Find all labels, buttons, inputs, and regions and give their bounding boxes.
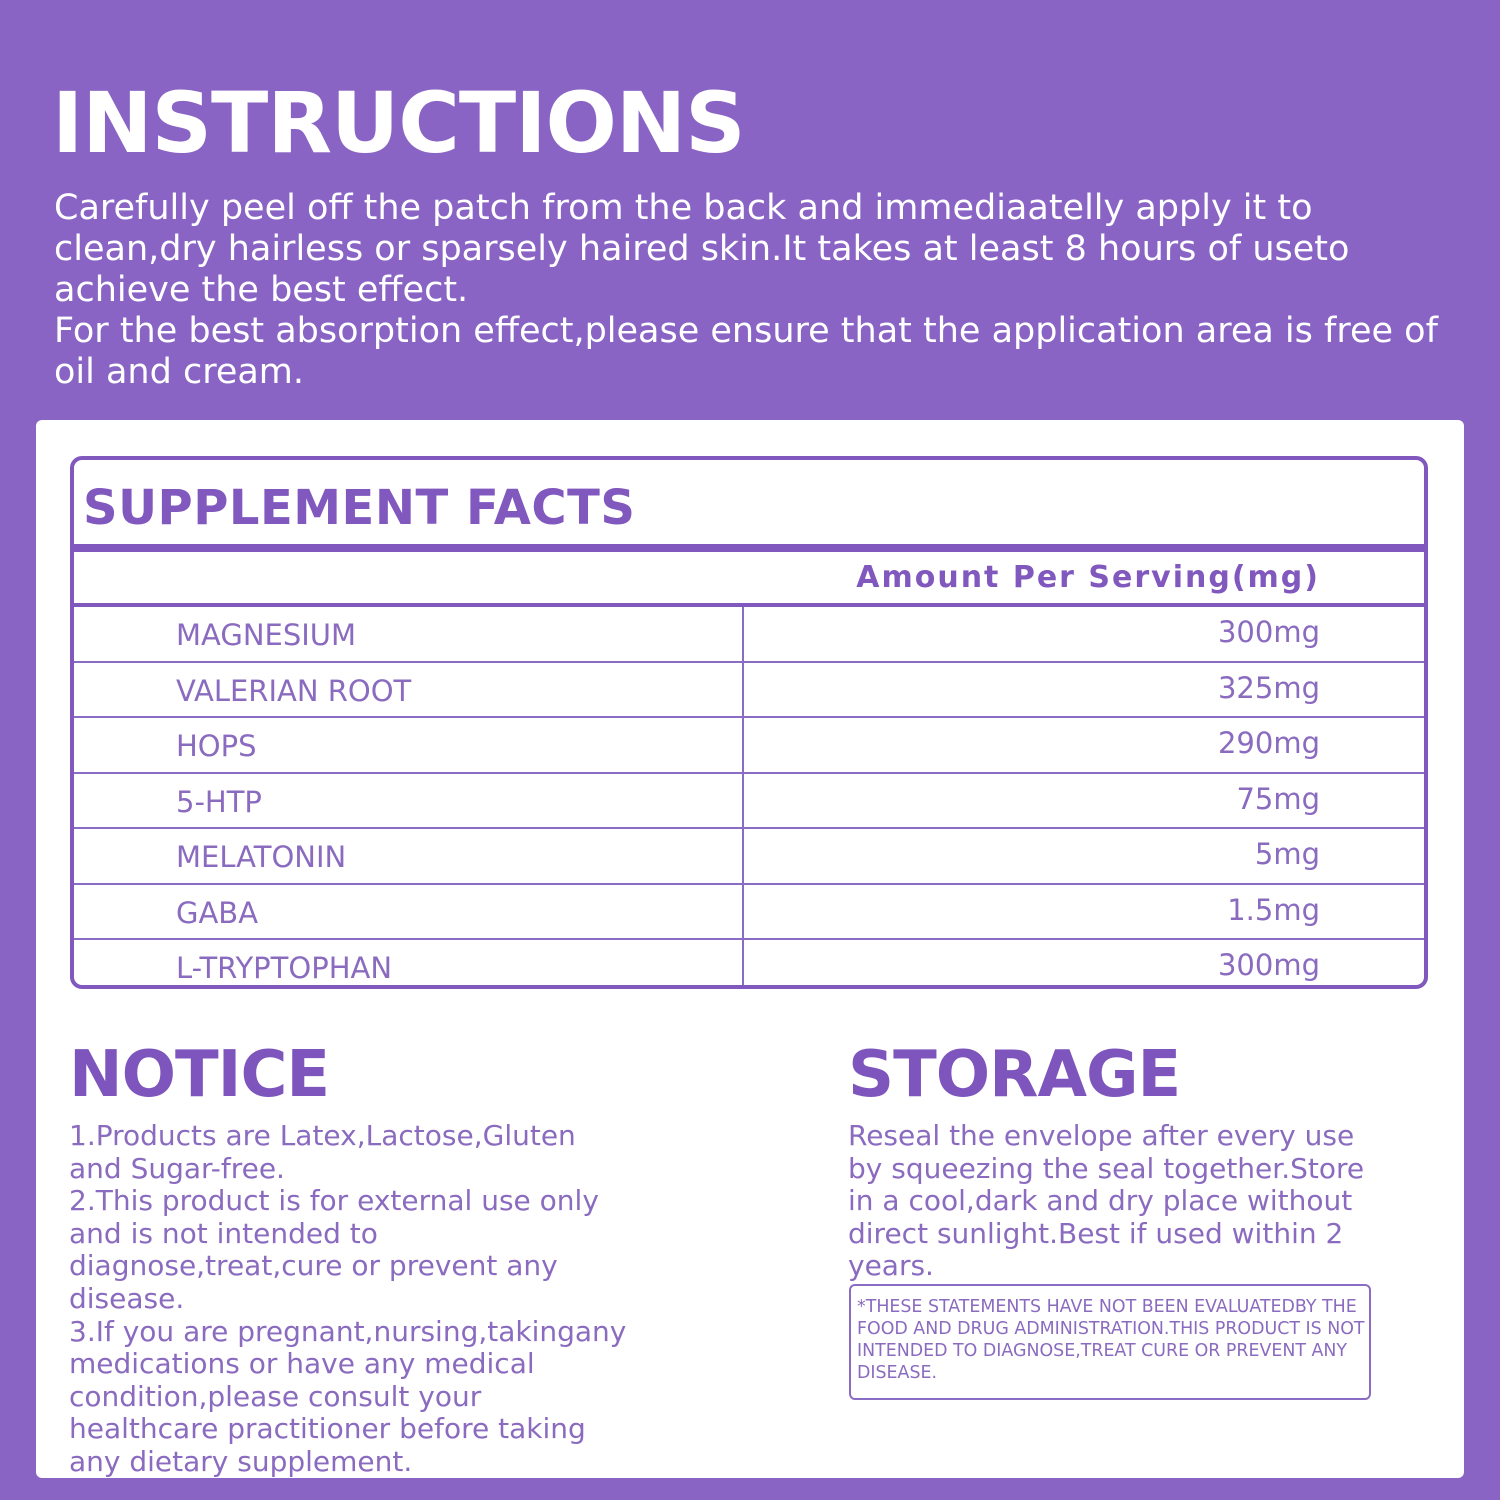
ingredient-amount: 300mg [1217, 948, 1320, 982]
instructions-paragraph: For the best absorption effect,please ensure that the application area is free of oil and cream. [54, 311, 1438, 392]
instructions-title: INSTRUCTIONS [52, 74, 745, 172]
storage-title: STORAGE [848, 1038, 1181, 1112]
supplement-facts-table [70, 456, 1428, 989]
notice-title: NOTICE [69, 1038, 330, 1112]
ingredient-amount: 290mg [1217, 726, 1320, 760]
amount-column-header: Amount Per Serving(mg) [74, 552, 1424, 607]
ingredient-name: GABA [74, 885, 744, 939]
instructions-text [54, 188, 1454, 393]
table-row [74, 663, 1424, 719]
table-row [74, 829, 1424, 885]
table-row [74, 718, 1424, 774]
notice-item: 1.Products are Latex,Lactose,Gluten and Sugar-free. [69, 1119, 576, 1185]
ingredient-name: L-TRYPTOPHAN [74, 940, 744, 989]
supplement-facts-title: SUPPLEMENT FACTS [74, 460, 1424, 552]
ingredient-amount: 1.5mg [1227, 892, 1320, 927]
ingredient-name: HOPS [74, 718, 744, 772]
fda-disclaimer: *THESE STATEMENTS HAVE NOT BEEN EVALUATEDBY THE FOOD AND DRUG ADMINISTRATION.THIS PRODUCT IS NOT INTENDED TO DIAGNOSE,TREAT CURE OR PREVENT ANY DISEASE. [849, 1284, 1371, 1400]
ingredient-amount: 300mg [1217, 615, 1320, 649]
info-card [36, 420, 1464, 1478]
instructions-paragraph: Carefully peel off the patch from the back and immediaatelly apply it to clean,dry hairless or sparsely haired skin.It takes at least 8 hours of useto achieve the best effect. [54, 188, 1350, 310]
ingredient-name: MAGNESIUM [74, 607, 744, 661]
ingredient-amount: 75mg [1236, 781, 1320, 816]
notice-list [69, 1120, 629, 1479]
notice-item: 2.This product is for external use only and is not intended to diagnose,treat,cure or prevent any disease. [69, 1184, 599, 1315]
notice-item: 3.If you are pregnant,nursing,takingany medications or have any medical condition,please consult your healthcare practitioner before taking any dietary supplement. [69, 1314, 627, 1478]
storage-text: Reseal the envelope after every use by squeezing the seal together.Store in a cool,dark and dry place without direct sunlight.Best if used within 2 years. [848, 1119, 1365, 1283]
ingredient-name: VALERIAN ROOT [74, 663, 744, 717]
ingredient-name: MELATONIN [74, 829, 744, 883]
table-row [74, 607, 1424, 663]
ingredient-name: 5-HTP [74, 774, 744, 828]
table-row [74, 940, 1424, 989]
table-row [74, 885, 1424, 941]
ingredient-amount: 5mg [1254, 837, 1320, 871]
table-row [74, 774, 1424, 830]
ingredient-amount: 325mg [1217, 670, 1320, 705]
